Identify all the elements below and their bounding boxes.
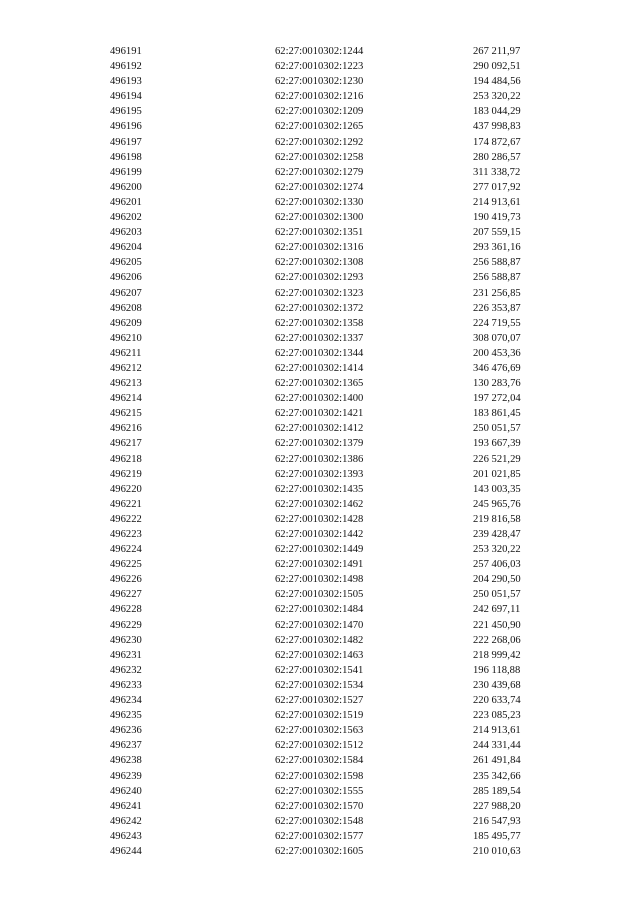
- table-row: [110, 814, 533, 829]
- cadastral-number: 62:27:0010302:1421: [275, 408, 364, 420]
- table-row: [110, 165, 533, 180]
- table-row: [110, 497, 533, 512]
- table-row: [110, 633, 533, 648]
- table-row: [110, 376, 533, 391]
- row-number: 496220: [110, 483, 142, 495]
- row-number: 496233: [110, 679, 142, 691]
- cadastral-number: 62:27:0010302:1519: [275, 710, 364, 722]
- cadastral-value: 253 320,22: [473, 544, 521, 556]
- row-number: 496212: [110, 362, 142, 374]
- table-row: [110, 753, 533, 768]
- row-number: 496237: [110, 740, 142, 752]
- cadastral-value-table: [110, 44, 533, 859]
- row-number: 496226: [110, 574, 142, 586]
- cadastral-number: 62:27:0010302:1482: [275, 634, 364, 646]
- cadastral-value: 201 021,85: [473, 468, 521, 480]
- row-number: 496199: [110, 166, 142, 178]
- table-row: [110, 89, 533, 104]
- table-row: [110, 240, 533, 255]
- cadastral-value: 196 118,88: [473, 664, 521, 676]
- cadastral-value: 221 450,90: [473, 619, 521, 631]
- cadastral-number: 62:27:0010302:1386: [275, 453, 364, 465]
- cadastral-value: 277 017,92: [473, 181, 521, 193]
- table-row: [110, 150, 533, 165]
- row-number: 496227: [110, 589, 142, 601]
- cadastral-number: 62:27:0010302:1605: [275, 845, 364, 857]
- table-row: [110, 769, 533, 784]
- cadastral-number: 62:27:0010302:1534: [275, 679, 364, 691]
- row-number: 496196: [110, 121, 142, 133]
- row-number: 496236: [110, 725, 142, 737]
- cadastral-number: 62:27:0010302:1412: [275, 423, 364, 435]
- row-number: 496198: [110, 151, 142, 163]
- cadastral-number: 62:27:0010302:1216: [275, 91, 364, 103]
- cadastral-number: 62:27:0010302:1512: [275, 740, 364, 752]
- cadastral-value: 219 816,58: [473, 513, 521, 525]
- row-number: 496205: [110, 257, 142, 269]
- cadastral-number: 62:27:0010302:1400: [275, 393, 364, 405]
- table-row: [110, 195, 533, 210]
- cadastral-number: 62:27:0010302:1414: [275, 362, 364, 374]
- cadastral-number: 62:27:0010302:1498: [275, 574, 364, 586]
- cadastral-value: 222 268,06: [473, 634, 521, 646]
- cadastral-value: 253 320,22: [473, 91, 521, 103]
- cadastral-number: 62:27:0010302:1462: [275, 498, 364, 510]
- row-number: 496232: [110, 664, 142, 676]
- table-row: [110, 844, 533, 859]
- row-number: 496200: [110, 181, 142, 193]
- table-row: [110, 255, 533, 270]
- cadastral-number: 62:27:0010302:1505: [275, 589, 364, 601]
- table-row: [110, 587, 533, 602]
- cadastral-value: 245 965,76: [473, 498, 521, 510]
- table-body: [110, 44, 533, 859]
- table-row: [110, 119, 533, 134]
- cadastral-number: 62:27:0010302:1449: [275, 544, 364, 556]
- cadastral-value: 231 256,85: [473, 287, 521, 299]
- cadastral-value: 250 051,57: [473, 423, 521, 435]
- cadastral-value: 239 428,47: [473, 529, 521, 540]
- cadastral-number: 62:27:0010302:1308: [275, 257, 364, 269]
- table-row: [110, 723, 533, 738]
- table-row: [110, 467, 533, 482]
- row-number: 496203: [110, 227, 142, 239]
- table-row: [110, 286, 533, 301]
- row-number: 496239: [110, 770, 142, 782]
- cadastral-number: 62:27:0010302:1279: [275, 166, 364, 178]
- cadastral-number: 62:27:0010302:1316: [275, 242, 364, 254]
- table-row: [110, 421, 533, 436]
- cadastral-number: 62:27:0010302:1209: [275, 106, 364, 118]
- cadastral-number: 62:27:0010302:1274: [275, 181, 364, 193]
- cadastral-number: 62:27:0010302:1292: [275, 136, 364, 148]
- row-number: 496228: [110, 604, 142, 616]
- table-row: [110, 482, 533, 497]
- cadastral-number: 62:27:0010302:1470: [275, 619, 364, 631]
- table-row: [110, 648, 533, 663]
- row-number: 496214: [110, 393, 142, 405]
- table-row: [110, 210, 533, 225]
- cadastral-value: 256 588,87: [473, 257, 521, 269]
- row-number: 496241: [110, 800, 142, 812]
- cadastral-number: 62:27:0010302:1351: [275, 227, 364, 239]
- cadastral-value: 223 085,23: [473, 710, 521, 722]
- row-number: 496191: [110, 46, 142, 57]
- table-row: [110, 557, 533, 572]
- table-row: [110, 346, 533, 361]
- table-row: [110, 452, 533, 467]
- cadastral-number: 62:27:0010302:1244: [275, 46, 364, 57]
- row-number: 496229: [110, 619, 142, 631]
- cadastral-number: 62:27:0010302:1548: [275, 815, 364, 827]
- row-number: 496221: [110, 498, 142, 510]
- cadastral-value: 308 070,07: [473, 332, 521, 344]
- cadastral-number: 62:27:0010302:1358: [275, 317, 364, 329]
- row-number: 496216: [110, 423, 142, 435]
- row-number: 496235: [110, 710, 142, 722]
- row-number: 496244: [110, 845, 142, 857]
- table-row: [110, 663, 533, 678]
- cadastral-value: 267 211,97: [473, 46, 521, 57]
- row-number: 496208: [110, 302, 142, 314]
- table-row: [110, 512, 533, 527]
- table-row: [110, 135, 533, 150]
- cadastral-value: 226 521,29: [473, 453, 521, 465]
- cadastral-number: 62:27:0010302:1577: [275, 830, 364, 842]
- cadastral-number: 62:27:0010302:1484: [275, 604, 364, 616]
- cadastral-value: 311 338,72: [473, 166, 521, 178]
- row-number: 496219: [110, 468, 142, 480]
- cadastral-number: 62:27:0010302:1258: [275, 151, 364, 163]
- row-number: 496209: [110, 317, 142, 329]
- cadastral-value: 250 051,57: [473, 589, 521, 601]
- cadastral-value: 214 913,61: [473, 196, 521, 208]
- cadastral-number: 62:27:0010302:1491: [275, 559, 364, 571]
- table-row: [110, 618, 533, 633]
- cadastral-number: 62:27:0010302:1330: [275, 196, 364, 208]
- cadastral-number: 62:27:0010302:1463: [275, 649, 364, 661]
- table-row: [110, 738, 533, 753]
- table-row: [110, 59, 533, 74]
- row-number: 496206: [110, 272, 142, 284]
- row-number: 496230: [110, 634, 142, 646]
- cadastral-number: 62:27:0010302:1435: [275, 483, 364, 495]
- row-number: 496225: [110, 559, 142, 571]
- cadastral-value: 346 476,69: [473, 362, 521, 374]
- cadastral-value: 244 331,44: [473, 740, 521, 752]
- cadastral-number: 62:27:0010302:1344: [275, 347, 364, 359]
- table-row: [110, 391, 533, 406]
- cadastral-value: 200 453,36: [473, 347, 521, 359]
- row-number: 496240: [110, 785, 142, 797]
- cadastral-value: 193 667,39: [473, 438, 521, 450]
- cadastral-number: 62:27:0010302:1442: [275, 529, 364, 540]
- cadastral-number: 62:27:0010302:1293: [275, 272, 364, 284]
- cadastral-value: 183 861,45: [473, 408, 521, 420]
- table-row: [110, 678, 533, 693]
- row-number: 496224: [110, 544, 142, 556]
- cadastral-value: 227 988,20: [473, 800, 521, 812]
- cadastral-value: 256 588,87: [473, 272, 521, 284]
- row-number: 496222: [110, 513, 142, 525]
- cadastral-value: 210 010,63: [473, 845, 521, 857]
- cadastral-value: 220 633,74: [473, 695, 521, 707]
- table-row: [110, 270, 533, 285]
- cadastral-value: 214 913,61: [473, 725, 521, 737]
- cadastral-value: 130 283,76: [473, 378, 521, 390]
- table-row: [110, 602, 533, 617]
- table-row: [110, 331, 533, 346]
- row-number: 496215: [110, 408, 142, 420]
- cadastral-value: 174 872,67: [473, 136, 521, 148]
- table-row: [110, 225, 533, 240]
- table-row: [110, 406, 533, 421]
- cadastral-number: 62:27:0010302:1563: [275, 725, 364, 737]
- table-row: [110, 436, 533, 451]
- cadastral-number: 62:27:0010302:1570: [275, 800, 364, 812]
- table-row: [110, 572, 533, 587]
- cadastral-value: 204 290,50: [473, 574, 521, 586]
- cadastral-value: 290 092,51: [473, 61, 521, 73]
- row-number: 496207: [110, 287, 142, 299]
- cadastral-value: 197 272,04: [473, 393, 521, 405]
- table-row: [110, 44, 533, 59]
- row-number: 496192: [110, 61, 142, 73]
- row-number: 496243: [110, 830, 142, 842]
- cadastral-number: 62:27:0010302:1527: [275, 695, 364, 707]
- cadastral-value: 285 189,54: [473, 785, 521, 797]
- cadastral-number: 62:27:0010302:1365: [275, 378, 364, 390]
- table-row: [110, 104, 533, 119]
- row-number: 496211: [110, 347, 142, 359]
- cadastral-value: 143 003,35: [473, 483, 521, 495]
- row-number: 496238: [110, 755, 142, 767]
- cadastral-value: 235 342,66: [473, 770, 521, 782]
- cadastral-value: 242 697,11: [473, 604, 521, 616]
- cadastral-number: 62:27:0010302:1223: [275, 61, 364, 73]
- cadastral-number: 62:27:0010302:1379: [275, 438, 364, 450]
- table-row: [110, 74, 533, 89]
- cadastral-value: 190 419,73: [473, 212, 521, 224]
- cadastral-value: 257 406,03: [473, 559, 521, 571]
- row-number: 496231: [110, 649, 142, 661]
- cadastral-number: 62:27:0010302:1323: [275, 287, 364, 299]
- row-number: 496202: [110, 212, 142, 224]
- table-row: [110, 180, 533, 195]
- cadastral-number: 62:27:0010302:1265: [275, 121, 364, 133]
- cadastral-number: 62:27:0010302:1541: [275, 664, 364, 676]
- cadastral-value: 216 547,93: [473, 815, 521, 827]
- table-row: [110, 542, 533, 557]
- cadastral-number: 62:27:0010302:1372: [275, 302, 364, 314]
- row-number: 496194: [110, 91, 142, 103]
- cadastral-value: 185 495,77: [473, 830, 521, 842]
- table-row: [110, 784, 533, 799]
- row-number: 496217: [110, 438, 142, 450]
- cadastral-number: 62:27:0010302:1584: [275, 755, 364, 767]
- row-number: 496210: [110, 332, 142, 344]
- row-number: 496218: [110, 453, 142, 465]
- row-number: 496195: [110, 106, 142, 118]
- row-number: 496193: [110, 76, 142, 88]
- cadastral-value: 207 559,15: [473, 227, 521, 239]
- cadastral-value: 230 439,68: [473, 679, 521, 691]
- table-row: [110, 316, 533, 331]
- row-number: 496197: [110, 136, 142, 148]
- cadastral-value: 280 286,57: [473, 151, 521, 163]
- table-row: [110, 693, 533, 708]
- cadastral-number: 62:27:0010302:1428: [275, 513, 364, 525]
- cadastral-value: 224 719,55: [473, 317, 521, 329]
- cadastral-number: 62:27:0010302:1555: [275, 785, 364, 797]
- cadastral-number: 62:27:0010302:1393: [275, 468, 364, 480]
- cadastral-number: 62:27:0010302:1300: [275, 212, 364, 224]
- cadastral-number: 62:27:0010302:1337: [275, 332, 364, 344]
- cadastral-value: 194 484,56: [473, 76, 521, 88]
- table-row: [110, 708, 533, 723]
- row-number: 496213: [110, 378, 142, 390]
- table-row: [110, 361, 533, 376]
- row-number: 496234: [110, 695, 142, 707]
- cadastral-value: 218 999,42: [473, 649, 521, 661]
- row-number: 496242: [110, 815, 142, 827]
- cadastral-value: 293 361,16: [473, 242, 521, 254]
- cadastral-number: 62:27:0010302:1230: [275, 76, 364, 88]
- cadastral-value: 261 491,84: [473, 755, 521, 767]
- table-row: [110, 799, 533, 814]
- cadastral-value: 437 998,83: [473, 121, 521, 133]
- table-row: [110, 301, 533, 316]
- table-row: [110, 527, 533, 542]
- row-number: 496223: [110, 529, 142, 540]
- cadastral-value: 183 044,29: [473, 106, 521, 118]
- cadastral-value: 226 353,87: [473, 302, 521, 314]
- cadastral-number: 62:27:0010302:1598: [275, 770, 364, 782]
- row-number: 496204: [110, 242, 142, 254]
- row-number: 496201: [110, 196, 142, 208]
- table-row: [110, 829, 533, 844]
